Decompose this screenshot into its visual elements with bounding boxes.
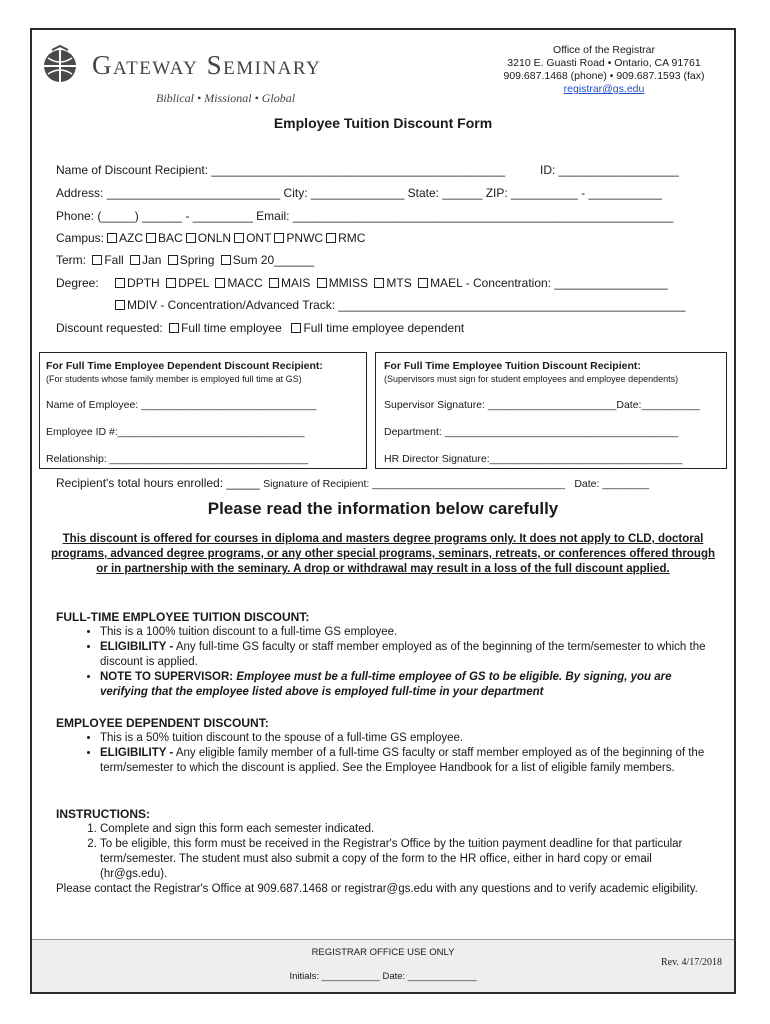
degree-checkbox[interactable]: [418, 278, 428, 288]
office-info: [484, 44, 724, 96]
employee-id-field[interactable]: Employee ID #:________________________________: [46, 426, 305, 438]
revision-date: Rev. 4/17/2018: [660, 957, 722, 968]
instructions-title: INSTRUCTIONS:: [56, 807, 150, 821]
gateway-logo-icon: [40, 44, 80, 89]
degree-option: MTS: [386, 276, 412, 290]
office-line: 909.687.1468 (phone) • 909.687.1593 (fax): [503, 70, 705, 82]
term-row: [56, 253, 314, 267]
degree-checkbox[interactable]: [166, 278, 176, 288]
campus-checkbox[interactable]: [146, 233, 156, 243]
campus-checkbox[interactable]: [326, 233, 336, 243]
form-page: [30, 28, 736, 994]
contact-text: Please contact the Registrar's Office at 909.687.1468 or registrar@gs.edu with any questions and to verify academic eligibility.: [56, 883, 698, 895]
dependent-box-heading: For Full Time Employee Dependent Discount Recipient:: [46, 360, 323, 372]
campus-checkbox[interactable]: [274, 233, 284, 243]
term-checkbox[interactable]: [168, 255, 178, 265]
office-email-link[interactable]: registrar@gs.edu: [563, 83, 645, 95]
campus-option: RMC: [338, 231, 366, 245]
hours-row: [56, 476, 649, 490]
degree-option: MMISS: [328, 276, 369, 290]
id-field[interactable]: ID: __________________: [540, 163, 679, 177]
initials-date-field[interactable]: Initials: ___________ Date: _____________: [289, 971, 477, 982]
relationship-field[interactable]: Relationship: __________________________________: [46, 453, 309, 465]
term-checkbox[interactable]: [130, 255, 140, 265]
list-item: • ELIGIBILITY - Any full-time GS faculty or staff member employed as of the beginning of the term/semester to which the discount is applied.: [100, 640, 716, 670]
degree-row: [56, 276, 668, 290]
discount-checkbox[interactable]: [169, 323, 179, 333]
degree-option: MAIS: [281, 276, 311, 290]
degree-checkbox[interactable]: [374, 278, 384, 288]
fulltime-list: [56, 625, 716, 700]
form-title: Employee Tuition Discount Form: [273, 115, 493, 131]
degree-label: Degree:: [56, 276, 99, 290]
discount-row: [56, 321, 464, 335]
disclaimer-text: This discount is offered for courses in diploma and masters degree programs only. It does not apply to CLD, doctoral programs, advanced degree programs, or any other special programs, seminars, retreats, or conferences offered through or in partnership with the seminary. A drop or withdrawal may result in a loss of the full discount applied.: [50, 533, 715, 575]
discount-option: Full time employee dependent: [303, 321, 465, 335]
list-item: • ELIGIBILITY - Any eligible family member of a full-time GS faculty or staff member employed as of the beginning of the term/semester to which the discount is applied. See the Employee Handbook for a list of eligible family members.: [100, 746, 716, 776]
phone-email-field[interactable]: Phone: (_____) ______ - _________ Email: _________________________________________________________: [56, 209, 674, 223]
mdiv-option: MDIV - Concentration/Advanced Track: ____________________________________________________: [127, 298, 686, 312]
employee-box: [375, 352, 727, 469]
dependent-list: [56, 731, 716, 776]
term-option: Jan: [142, 253, 162, 267]
campus-checkbox[interactable]: [234, 233, 244, 243]
employee-box-heading: For Full Time Employee Tuition Discount Recipient:: [384, 360, 641, 372]
supervisor-signature-field[interactable]: Supervisor Signature: ______________________Date:__________: [384, 399, 700, 411]
degree-checkbox[interactable]: [317, 278, 327, 288]
term-checkbox[interactable]: [221, 255, 231, 265]
list-item: 2. To be eligible, this form must be received in the Registrar's Office by the tuition payment deadline for that particular term/semester. The student must also submit a copy of the form to the HR office, either in hard copy or email (hr@gs.edu).: [100, 837, 716, 882]
campus-checkbox[interactable]: [186, 233, 196, 243]
campus-option: ONT: [246, 231, 272, 245]
employee-box-sub: (Supervisors must sign for student employees and employee dependents): [384, 374, 679, 384]
discount-option: Full time employee: [181, 321, 282, 335]
term-label: Term:: [56, 253, 86, 267]
degree-checkbox[interactable]: [215, 278, 225, 288]
degree-option: MAEL - Concentration: _________________: [430, 276, 668, 290]
registrar-use-footer: [32, 939, 734, 992]
list-item: • This is a 100% tuition discount to a full-time GS employee.: [100, 625, 716, 640]
instructions-list: [56, 822, 716, 897]
degree-checkbox[interactable]: [115, 278, 125, 288]
recipient-name-field[interactable]: Name of Discount Recipient: ____________________________________________: [56, 163, 506, 177]
dependent-box-sub: (For students whose family member is employed full time at GS): [46, 374, 302, 384]
term-checkbox[interactable]: [92, 255, 102, 265]
address-field[interactable]: Address: __________________________ City: ______________ State: ______ ZIP: __________ - ___________: [56, 186, 662, 200]
degree-option: MACC: [227, 276, 263, 290]
degree-option: DPEL: [178, 276, 209, 290]
degree-checkbox[interactable]: [269, 278, 279, 288]
registrar-use-label: REGISTRAR OFFICE USE ONLY: [311, 947, 455, 958]
degree-option: DPTH: [127, 276, 160, 290]
employee-name-field[interactable]: Name of Employee: ______________________________: [46, 399, 317, 411]
dependent-box: [39, 352, 367, 469]
discount-checkbox[interactable]: [291, 323, 301, 333]
campus-label: Campus:: [56, 231, 105, 245]
campus-row: [56, 231, 365, 245]
campus-checkbox[interactable]: [107, 233, 117, 243]
campus-option: ONLN: [197, 231, 232, 245]
list-item: • This is a 50% tuition discount to the spouse of a full-time GS employee.: [100, 731, 716, 746]
recipient-date-field[interactable]: Date: ________: [574, 478, 650, 490]
campus-option: AZC: [119, 231, 144, 245]
term-option: Sum 20______: [232, 253, 315, 267]
recipient-signature-field[interactable]: Signature of Recipient: _________________________________: [263, 478, 565, 490]
department-field[interactable]: Department: ________________________________________: [384, 426, 679, 438]
notice-title: Please read the information below carefully: [207, 499, 559, 518]
org-tagline: Biblical • Missional • Global: [156, 91, 296, 105]
term-option: Spring: [179, 253, 215, 267]
hr-signature-field[interactable]: HR Director Signature:_________________________________: [384, 453, 683, 465]
org-name: Gateway Seminary: [92, 50, 322, 80]
dependent-title: EMPLOYEE DEPENDENT DISCOUNT:: [56, 716, 269, 730]
campus-option: BAC: [158, 231, 183, 245]
discount-label: Discount requested:: [56, 321, 163, 335]
list-item: • NOTE TO SUPERVISOR: Employee must be a full-time employee of GS to be eligible. By signing, you are verifying that the employee listed above is employed full-time in your department: [100, 670, 716, 700]
office-line: Office of the Registrar: [553, 44, 655, 56]
campus-option: PNWC: [286, 231, 324, 245]
list-item: 1. Complete and sign this form each semester indicated.: [100, 822, 716, 837]
mdiv-row: [112, 298, 685, 312]
fulltime-title: FULL-TIME EMPLOYEE TUITION DISCOUNT:: [56, 610, 310, 624]
degree-checkbox[interactable]: [115, 300, 125, 310]
term-option: Fall: [104, 253, 124, 267]
office-line: 3210 E. Guasti Road • Ontario, CA 91761: [507, 57, 701, 69]
hours-field[interactable]: Recipient's total hours enrolled: _____: [56, 476, 260, 490]
